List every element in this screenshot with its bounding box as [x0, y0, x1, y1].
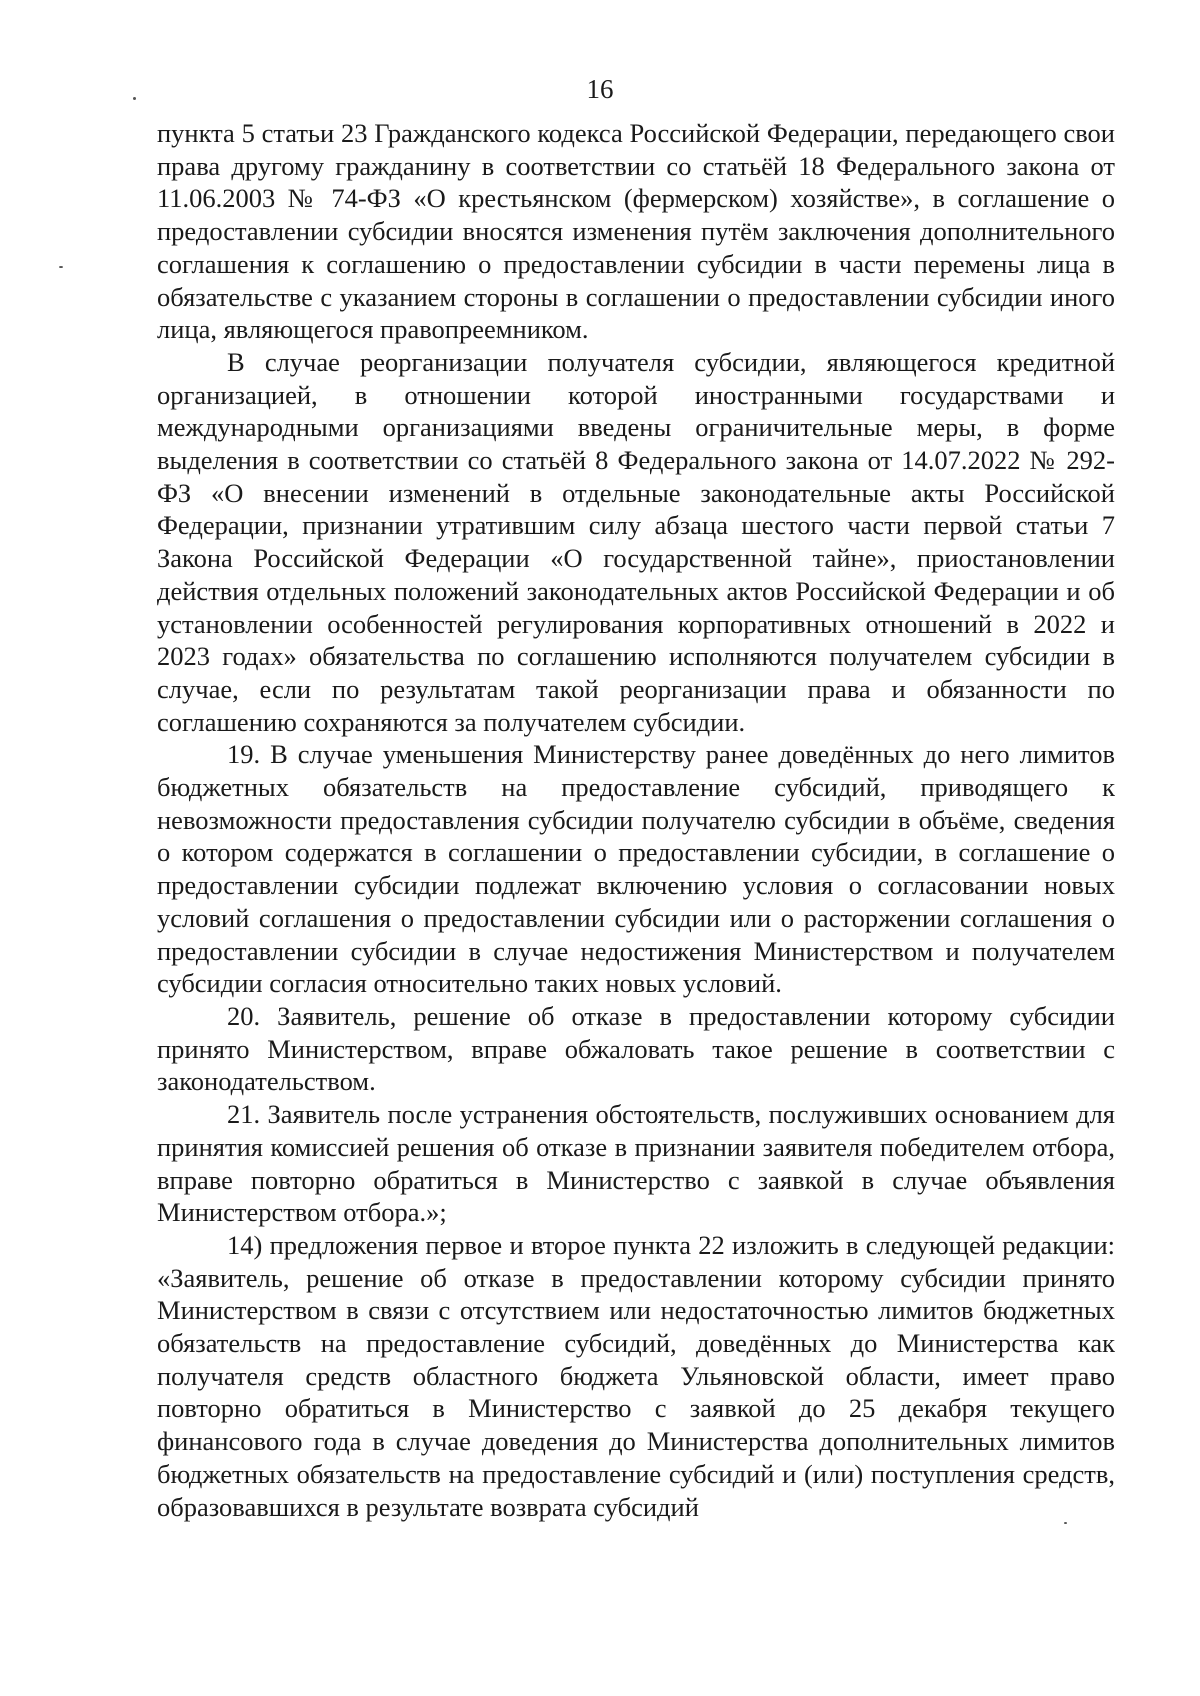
paragraph-item-14: 14) предложения первое и второе пункта 22 изложить в следующей редакции: «Заявитель, решение об отказе в предоставлении которому субсидии принято Министерством в связи с отсутствием или недостаточностью лимитов бюджетных обязательств на предоставление субсидий, доведённых до Министерства как получателя средств областного бюджета Ульяновской области, имеет право повторно обратиться в Министерство с заявкой до 25 декабря текущего финансового года в случае доведения до Министерства дополнительных лимитов бюджетных обязательств на предоставление субсидий и (или) поступления средств, образовавшихся в результате возврата субсидий	[157, 1229, 1115, 1522]
paragraph-item-19: 19. В случае уменьшения Министерству ранее доведённых до него лимитов бюджетных обязательств на предоставление субсидий, приводящего к невозможности предоставления субсидии получателю субсидии в объёме, сведения о котором содержатся в соглашении о предоставлении субсидии, в соглашение о предоставлении субсидии подлежат включению условия о согласовании новых условий соглашения о предоставлении субсидии или о расторжении соглашения о предоставлении субсидии в случае недостижения Министерством и получателем субсидии согласия относительно таких новых условий.	[157, 739, 1115, 999]
paragraph-item-20: 20. Заявитель, решение об отказе в предоставлении которому субсидии принято Министерством, вправе обжаловать такое решение в соответствии с законодательством.	[157, 1000, 1115, 1097]
paragraph-continuation: пункта 5 статьи 23 Гражданского кодекса Российской Федерации, передающего свои права другому гражданину в соответствии со статьёй 18 Федерального закона от 11.06.2003 № 74-ФЗ «О крестьянском (фермерском) хозяйстве», в соглашение о предоставлении субсидии вносятся изменения путём заключения дополнительного соглашения к соглашению о предоставлении субсидии в части перемены лица в обязательстве с указанием стороны в соглашении о предоставлении субсидии иного лица, являющегося правопреемником.	[157, 118, 1115, 345]
page-number: 16	[586, 74, 614, 104]
paragraph-reorganization: В случае реорганизации получателя субсидии, являющегося кредитной организацией, в отношении которой иностранными государствами и международными организациями введены ограничительные меры, в форме выделения в соответствии со статьёй 8 Федерального закона от 14.07.2022 № 292-ФЗ «О внесении изменений в отдельные законодательные акты Российской Федерации, признании утратившим силу абзаца шестого части первой статьи 7 Закона Российской Федерации «О государственной тайне», приостановлении действия отдельных положений законодательных актов Российской Федерации и об установлении особенностей регулирования корпоративных отношений в 2022 и 2023 годах» обязательства по соглашению исполняются получателем субсидии в случае, если по результатам такой реорганизации права и обязанности по соглашению сохраняются за получателем субсидии.	[157, 346, 1115, 737]
scan-speck	[59, 266, 63, 268]
paragraph-item-21: 21. Заявитель после устранения обстоятельств, послуживших основанием для принятия комиссией решения об отказе в признании заявителя победителем отбора, вправе повторно обратиться в Министерство с заявкой в случае объявления Министерством отбора.»;	[157, 1099, 1115, 1228]
document-body	[157, 117, 1115, 1523]
